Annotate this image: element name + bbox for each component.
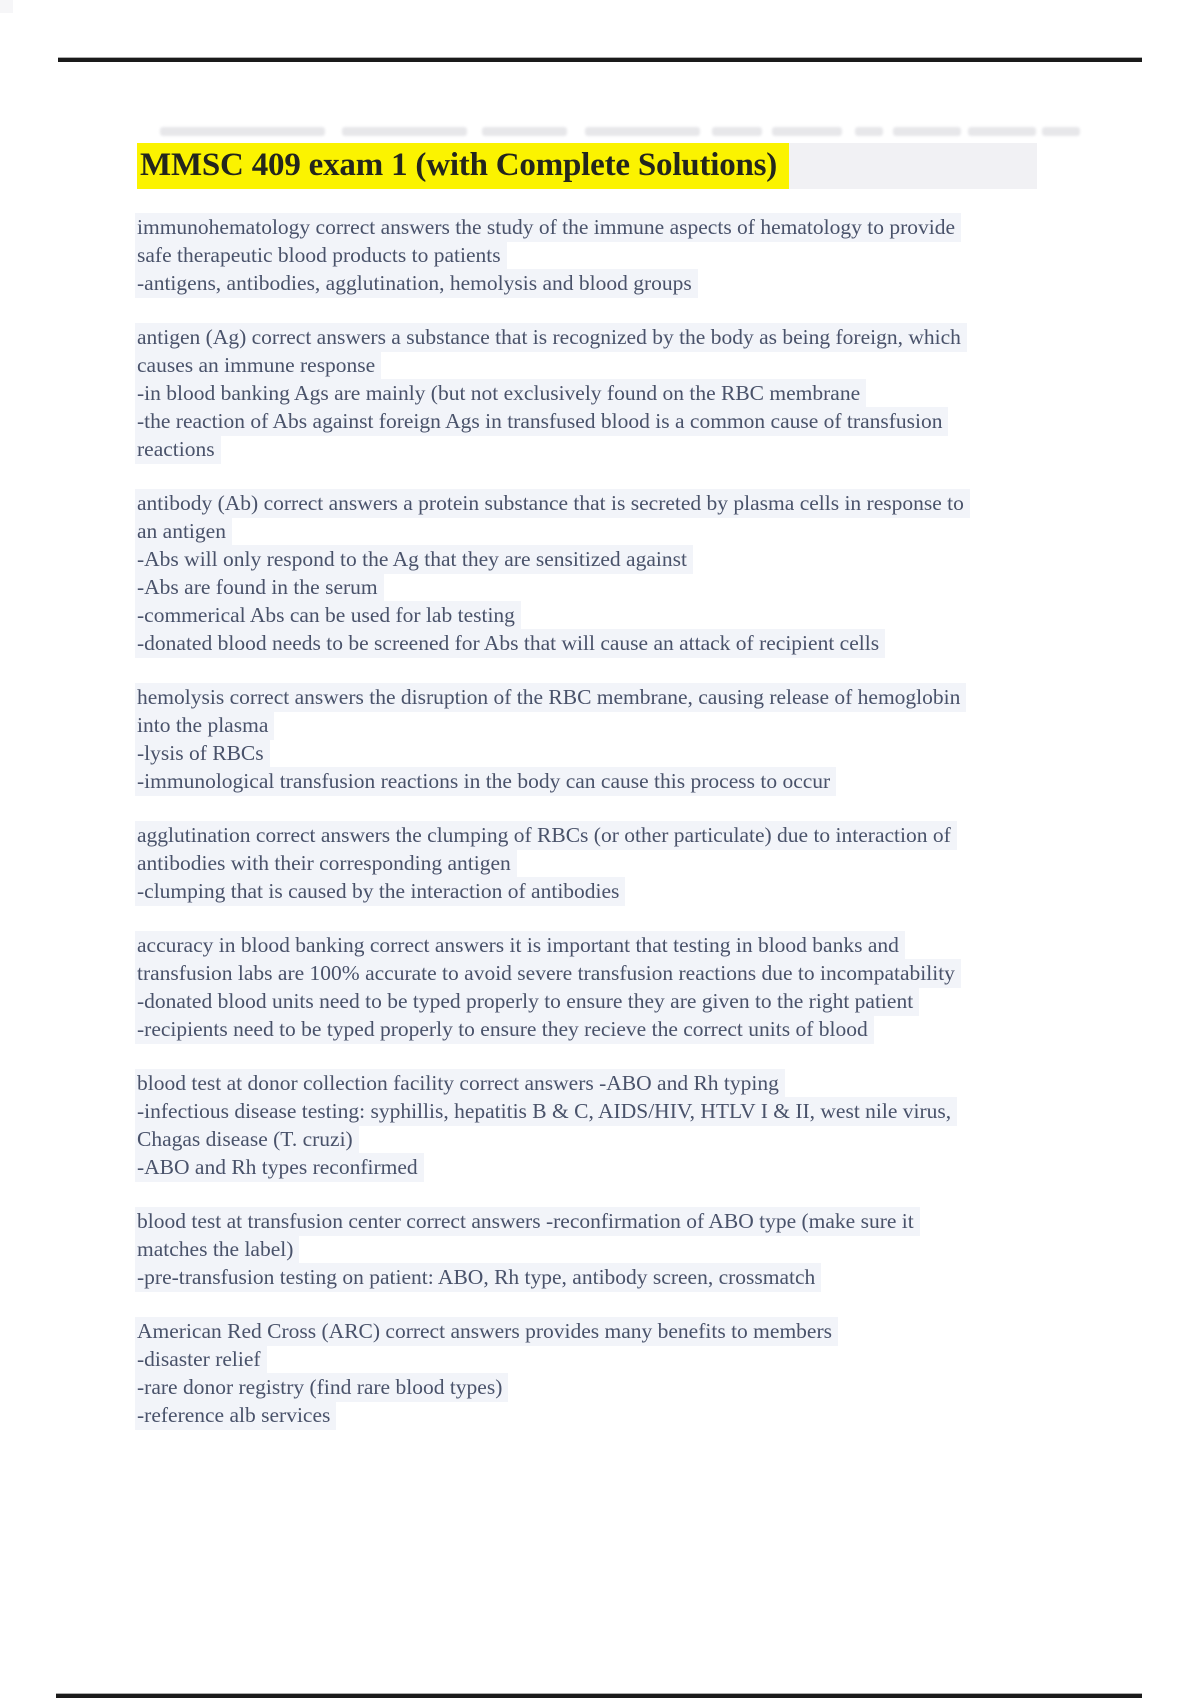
text-line: reactions <box>135 435 221 464</box>
text-line: -immunological transfusion reactions in the body can cause this process to occur <box>135 767 836 796</box>
text-line: causes an immune response <box>135 351 381 380</box>
text-line: -clumping that is caused by the interaction of antibodies <box>135 877 625 906</box>
scan-corner-artifact <box>0 0 13 13</box>
paragraph <box>137 683 1077 795</box>
scan-smudge <box>855 127 883 136</box>
title-highlight <box>137 143 789 189</box>
scan-smudge <box>1042 127 1080 136</box>
text-line: immunohematology correct answers the study of the immune aspects of hematology to provide <box>135 213 961 242</box>
text-line: -antigens, antibodies, agglutination, hemolysis and blood groups <box>135 269 698 298</box>
paragraph <box>137 1069 1077 1181</box>
text-line: antigen (Ag) correct answers a substance that is recognized by the body as being foreign, which <box>135 323 967 352</box>
title-row <box>137 143 1037 189</box>
text-line: -reference alb services <box>135 1401 336 1430</box>
text-line: -pre-transfusion testing on patient: ABO, Rh type, antibody screen, crossmatch <box>135 1263 821 1292</box>
scan-smudge <box>712 127 762 136</box>
text-line: -in blood banking Ags are mainly (but not exclusively found on the RBC membrane <box>135 379 866 408</box>
text-line: safe therapeutic blood products to patients <box>135 241 507 270</box>
page-title: MMSC 409 exam 1 (with Complete Solutions) <box>140 147 778 183</box>
text-line: agglutination correct answers the clumping of RBCs (or other particulate) due to interaction of <box>135 821 957 850</box>
document-body <box>137 213 1077 1455</box>
paragraph <box>137 1207 1077 1291</box>
scan-smudge <box>585 127 700 136</box>
text-line: antibodies with their corresponding antigen <box>135 849 517 878</box>
paragraph <box>137 1317 1077 1429</box>
text-line: -donated blood needs to be screened for Abs that will cause an attack of recipient cells <box>135 629 885 658</box>
text-line: -Abs will only respond to the Ag that they are sensitized against <box>135 545 693 574</box>
text-line: -recipients need to be typed properly to ensure they recieve the correct units of blood <box>135 1015 874 1044</box>
text-line: American Red Cross (ARC) correct answers provides many benefits to members <box>135 1317 838 1346</box>
top-rule <box>58 57 1142 62</box>
text-line: -donated blood units need to be typed properly to ensure they are given to the right patient <box>135 987 919 1016</box>
paragraph <box>137 821 1077 905</box>
scan-smudge <box>160 127 325 136</box>
text-line: Chagas disease (T. cruzi) <box>135 1125 359 1154</box>
paragraph <box>137 323 1077 463</box>
text-line: -commerical Abs can be used for lab testing <box>135 601 521 630</box>
scan-smudge <box>342 127 467 136</box>
text-line: antibody (Ab) correct answers a protein substance that is secreted by plasma cells in response to <box>135 489 970 518</box>
scan-smudge <box>482 127 567 136</box>
scan-smudge <box>893 127 961 136</box>
text-line: -ABO and Rh types reconfirmed <box>135 1153 424 1182</box>
paragraph <box>137 213 1077 297</box>
text-line: -disaster relief <box>135 1345 267 1374</box>
text-line: an antigen <box>135 517 232 546</box>
text-line: blood test at transfusion center correct answers -reconfirmation of ABO type (make sure it <box>135 1207 920 1236</box>
text-line: blood test at donor collection facility correct answers -ABO and Rh typing <box>135 1069 785 1098</box>
scan-smudge <box>772 127 842 136</box>
text-line: matches the label) <box>135 1235 299 1264</box>
text-line: transfusion labs are 100% accurate to avoid severe transfusion reactions due to incompatability <box>135 959 961 988</box>
paragraph <box>137 489 1077 657</box>
scan-smudge <box>968 127 1036 136</box>
text-line: -rare donor registry (find rare blood types) <box>135 1373 508 1402</box>
text-line: -the reaction of Abs against foreign Ags in transfused blood is a common cause of transfusion <box>135 407 948 436</box>
text-line: -infectious disease testing: syphillis, hepatitis B & C, AIDS/HIV, HTLV I & II, west nile virus, <box>135 1097 957 1126</box>
text-line: hemolysis correct answers the disruption of the RBC membrane, causing release of hemoglobin <box>135 683 966 712</box>
text-line: -Abs are found in the serum <box>135 573 384 602</box>
paragraph <box>137 931 1077 1043</box>
bottom-rule <box>56 1693 1142 1698</box>
text-line: accuracy in blood banking correct answers it is important that testing in blood banks and <box>135 931 905 960</box>
text-line: into the plasma <box>135 711 274 740</box>
text-line: -lysis of RBCs <box>135 739 270 768</box>
